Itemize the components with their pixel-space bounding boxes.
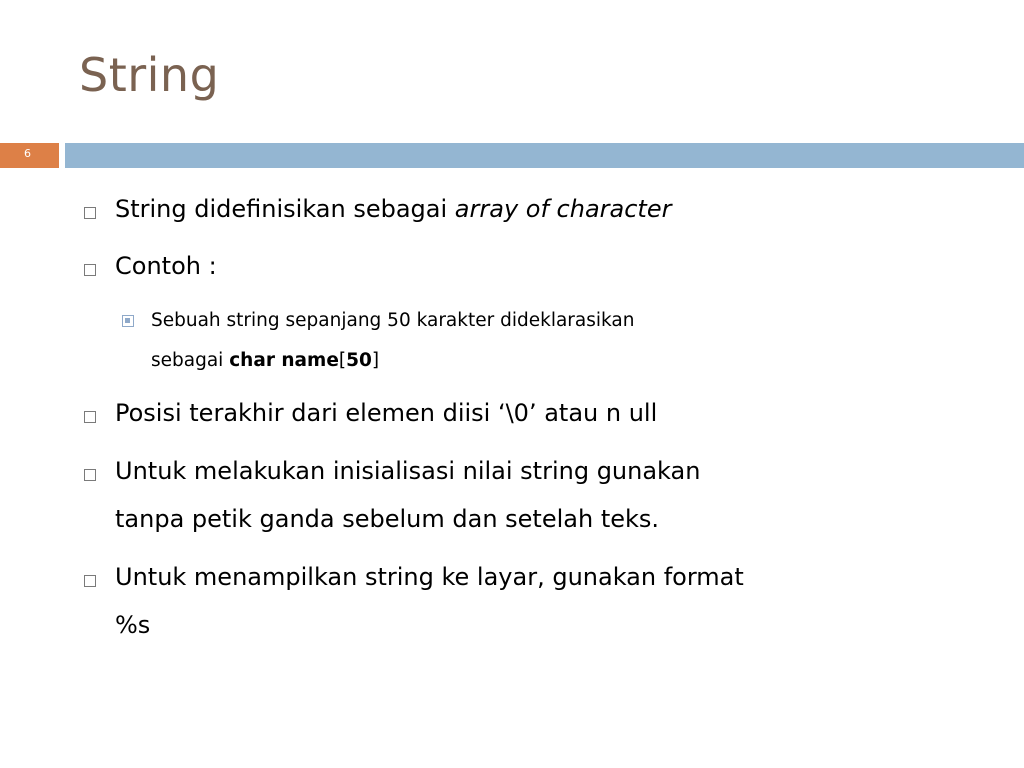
bracket-open: [ [338, 350, 347, 371]
sub-bullet-line-2 [151, 349, 379, 372]
bullet-4-line-2: tanpa petik ganda sebelum dan setelah teks. [115, 505, 660, 533]
bullet-5-line-2: %s [115, 611, 151, 639]
bullet-icon [84, 575, 96, 587]
bullet-icon [84, 411, 96, 423]
bullet-1-emphasis: array of character [454, 195, 672, 223]
sub-bullet-line-1: Sebuah string sepanjang 50 karakter dideklarasikan [151, 310, 635, 331]
sub-bullet-line-2-prefix: sebagai [151, 350, 230, 371]
bullet-1-text: String didefinisikan sebagai [115, 195, 455, 223]
slide-title: String [79, 48, 220, 102]
sub-bullet-icon [122, 315, 134, 327]
bracket-close: ] [371, 350, 380, 371]
bullet-5-line-1: Untuk menampilkan string ke layar, gunakan format [115, 563, 744, 591]
bullet-3-text: Posisi terakhir dari elemen diisi ‘\0’ atau n ull [115, 399, 658, 427]
slide-number: 6 [24, 147, 31, 160]
bullet-icon [84, 469, 96, 481]
bullet-4-line-1: Untuk melakukan inisialisasi nilai string gunakan [115, 457, 701, 485]
bullet-icon [84, 207, 96, 219]
code-size: 50 [346, 350, 372, 371]
bullet-icon [84, 264, 96, 276]
code-char-name: char name [229, 350, 339, 371]
bullet-2-text: Contoh : [115, 252, 217, 280]
bullet-text-1 [115, 194, 671, 224]
